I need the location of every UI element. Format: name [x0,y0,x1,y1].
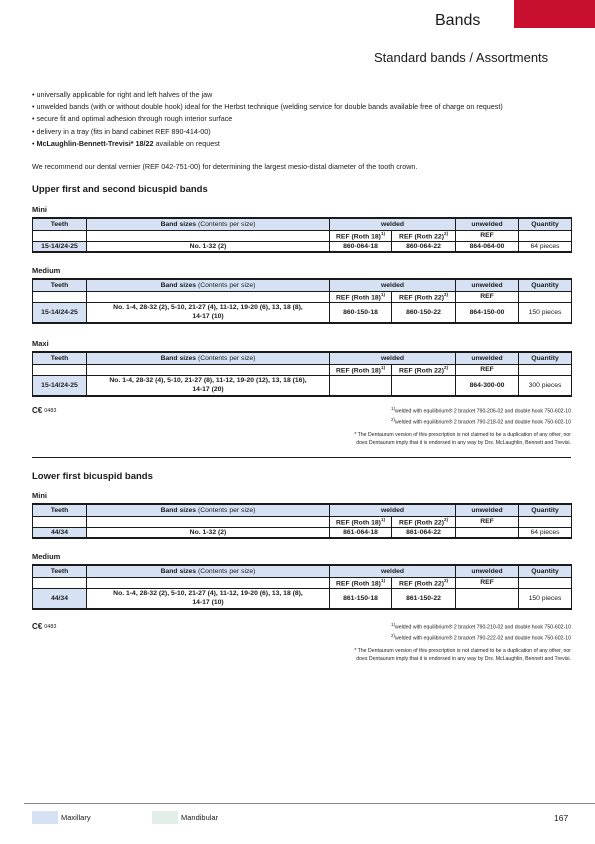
table-lower-mini: Teeth Band sizes (Contents per size) welded unwelded Quantity REF (Roth 18)$^{1)}$ REF (Roth 22)$^{2)}$ REF 44/34 No. 1-32 (2) 861-064-18 861-064-22 64 pieces [32,503,572,539]
table-lower-medium: Teeth Band sizes (Contents per size) welded unwelded Quantity REF (Roth 18)$^{1)}$ REF (Roth 22)$^{2)}$ REF 44/34 No. 1-4, 28-32 (2), 5-10, 21-27 (4), 11-12, 19-20 (6), 13, 18 (8), 14-17 (10) 861-150-18 861-150-22 150 pieces [32,564,572,610]
table-upper-medium: Teeth Band sizes (Contents per size) welded unwelded Quantity REF (Roth 18)$^{1)}$ REF (Roth 22)$^{2)}$ REF 15-14/24-25 No. 1-4, 28-32 (2), 5-10, 21-27 (4), 11-12, 19-20 (6), 13, 18 (8), 14-17 (10) 860-150-18 860-150-22 864-150-00 150 pieces [32,278,572,324]
ce-mark-lower: C€ 0483 [32,622,57,631]
page-header-title: Bands [435,12,481,29]
section-divider [32,457,571,458]
legend-mandibular-swatch [152,811,178,824]
table-row: 44/34 No. 1-32 (2) 861-064-18 861-064-22 64 pieces [33,527,572,538]
table-row: 15-14/24-25 No. 1-4, 28-32 (2), 5-10, 21-27 (4), 11-12, 19-20 (6), 13, 18 (8), 14-17 (10) 860-150-18 860-150-22 864-150-00 150 pieces [33,302,572,323]
legend-maxillary-swatch [32,811,58,824]
legend-maxillary-label: Maxillary [61,813,91,822]
header-color-tab [514,0,595,28]
intro-text: We recommend our dental vernier (REF 042-751-00) for determining the largest mesio-distal diameter of the tooth crown. [32,162,418,171]
feature-item: • unwelded bands (with or without double hook) ideal for the Herbst technique (welding service for double bands available free of charge on request) [32,101,577,113]
ce-icon: C€ [32,622,43,631]
ce-icon: C€ [32,406,43,415]
feature-item [32,138,577,150]
col-teeth: Teeth [33,218,87,230]
page-number: 167 [554,813,569,823]
subtitle-upper-medium: Medium [32,266,61,275]
table-row: 15-14/24-25 No. 1-4, 28-32 (4), 5-10, 21-27 (8), 11-12, 19-20 (12), 13, 18 (16), 14-17 (20) 864-300-00 300 pieces [33,375,572,396]
footnotes-upper: $^{1)}$welded with equilibrium® 2 bracket 790-206-02 and double hook 750-602-10 $^{2)}$welded with equilibrium® 2 bracket 790-218-02 and double hook 750-602-10 * The Dentaurum version of this prescription is not claimed to be a duplication of any other, nor does Dentaurum imply that it is endorsed in any way by Drs. McLaughlin, Bennett and Trevisi. [354,406,571,447]
subtitle-lower-medium: Medium [32,552,61,561]
page-subtitle: Standard bands / Assortments [374,50,549,65]
subtitle-upper-mini: Mini [32,205,47,214]
feature-item: • delivery in a tray (fits in band cabinet REF 890-414-00) [32,126,577,138]
col-unwelded: unwelded [456,218,519,230]
col-quantity: Quantity [519,218,572,230]
footer-divider [24,803,595,804]
mbt-label: McLaughlin-Bennett-Trevisi* 18/22 [36,138,154,148]
col-band-sizes: Band sizes (Contents per size) [87,218,330,230]
table-row: 44/34 No. 1-4, 28-32 (2), 5-10, 21-27 (4), 11-12, 19-20 (6), 13, 18 (8), 14-17 (10) 861-150-18 861-150-22 150 pieces [33,588,572,609]
table-upper-mini [32,217,572,253]
section-title-upper: Upper first and second bicuspid bands [32,184,208,195]
section-title-lower: Lower first bicuspid bands [32,471,153,482]
mbt-availability: available on request [153,138,220,148]
table-row: 15-14/24-25 No. 1-32 (2) 860-064-18 860-064-22 864-064-00 64 pieces [33,241,572,252]
subtitle-lower-mini: Mini [32,491,47,500]
feature-item: • secure fit and optimal adhesion through rough interior surface [32,113,577,125]
feature-list [32,89,577,150]
col-ref: REF [456,230,519,241]
col-welded: welded [330,218,456,230]
col-roth22: REF (Roth 22)$^{2)}$ [392,230,456,241]
table-upper-maxi: Teeth Band sizes (Contents per size) welded unwelded Quantity REF (Roth 18)$^{1)}$ REF (Roth 22)$^{2)}$ REF 15-14/24-25 No. 1-4, 28-32 (4), 5-10, 21-27 (8), 11-12, 19-20 (12), 13, 18 (16), 14-17 (20) 864-300-00 300 pieces [32,351,572,397]
legend-mandibular-label: Mandibular [181,813,219,822]
feature-item: • universally applicable for right and left halves of the jaw [32,89,577,101]
subtitle-upper-maxi: Maxi [32,339,49,348]
col-roth18: REF (Roth 18)$^{1)}$ [330,230,392,241]
footnotes-lower: $^{1)}$welded with equilibrium® 2 bracket 790-210-02 and double hook 750-602-10 $^{2)}$welded with equilibrium® 2 bracket 790-222-02 and double hook 750-602-10 * The Dentaurum version of this prescription is not claimed to be a duplication of any other, nor does Dentaurum imply that it is endorsed in any way by Drs. McLaughlin, Bennett and Trevisi. [354,622,571,663]
ce-mark: C€ 0483 [32,406,57,415]
